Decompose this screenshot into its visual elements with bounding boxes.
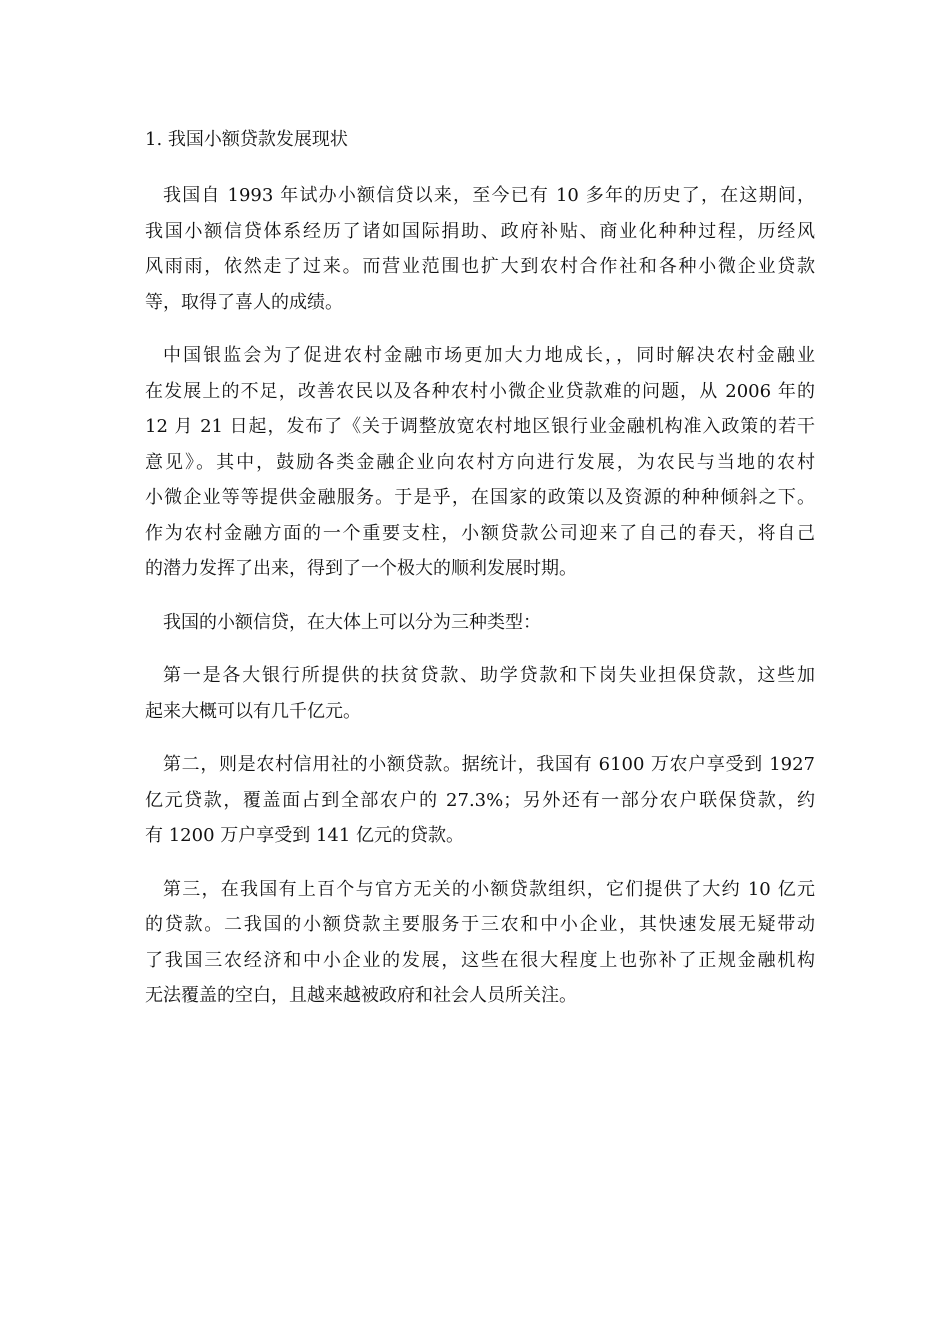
paragraph-line: 无法覆盖的空白，且越来越被政府和社会人员所关注。 [145, 985, 577, 1006]
paragraph-line: 的贷款。二我国的小额贷款主要服务于三农和中小企业，其快速发展无疑带动 [145, 914, 815, 935]
paragraph-line: 第三，在我国有上百个与官方无关的小额贷款组织，它们提供了大约 10 亿元 [163, 878, 815, 900]
paragraph-line: 中国银监会为了促进农村金融市场更加大力地成长，，同时解决农村金融业 [163, 345, 815, 366]
paragraph-line: 我国的小额信贷，在大体上可以分为三种类型： [163, 611, 541, 633]
document-body [145, 124, 815, 1032]
paragraph-line: 了我国三农经济和中小企业的发展，这些在很大程度上也弥补了正规金融机构 [145, 949, 815, 971]
paragraph-types-intro [145, 605, 815, 641]
paragraph-line: 风雨雨，依然走了过来。而营业范围也扩大到农村合作社和各种小微企业贷款 [145, 256, 815, 277]
paragraph-line: 意见》。其中，鼓励各类金融企业向农村方向进行发展，为农民与当地的农村 [145, 451, 815, 473]
paragraph-line: 的潜力发挥了出来，得到了一个极大的顺利发展时期。 [145, 558, 577, 579]
paragraph-line: 我国小额信贷体系经历了诸如国际捐助、政府补贴、商业化种种过程，历经风 [145, 220, 815, 242]
paragraph-type-two [145, 747, 815, 854]
paragraph-line: 等，取得了喜人的成绩。 [145, 291, 343, 313]
paragraph-type-one [145, 658, 815, 729]
paragraph-history [145, 178, 815, 320]
paragraph-regulation [145, 338, 815, 587]
paragraph-line: 第一是各大银行所提供的扶贫贷款、助学贷款和下岗失业担保贷款，这些加 [163, 665, 815, 686]
paragraph-line: 有 1200 万户享受到 141 亿元的贷款。 [145, 825, 465, 846]
paragraph-line: 小微企业等等提供金融服务。于是乎，在国家的政策以及资源的种种倾斜之下。 [145, 487, 815, 508]
paragraph-line: 第二，则是农村信用社的小额贷款。据统计，我国有 6100 万农户享受到 1927 [163, 754, 815, 775]
paragraph-line: 亿元贷款，覆盖面占到全部农户的 27.3%；另外还有一部分农户联保贷款，约 [145, 789, 815, 811]
section-heading: 1. 我国小额贷款发展现状 [145, 129, 348, 150]
paragraph-line: 起来大概可以有几千亿元。 [145, 700, 361, 722]
paragraph-type-three [145, 872, 815, 1014]
paragraph-line: 在发展上的不足，改善农民以及各种农村小微企业贷款难的问题，从 2006 年的 [145, 380, 815, 402]
paragraph-line: 12 月 21 日起，发布了《关于调整放宽农村地区银行业金融机构准入政策的若干 [145, 416, 815, 437]
paragraph-line: 作为农村金融方面的一个重要支柱，小额贷款公司迎来了自己的春天，将自己 [145, 522, 815, 544]
paragraph-line: 我国自 1993 年试办小额信贷以来，至今已有 10 多年的历史了，在这期间， [163, 185, 815, 206]
